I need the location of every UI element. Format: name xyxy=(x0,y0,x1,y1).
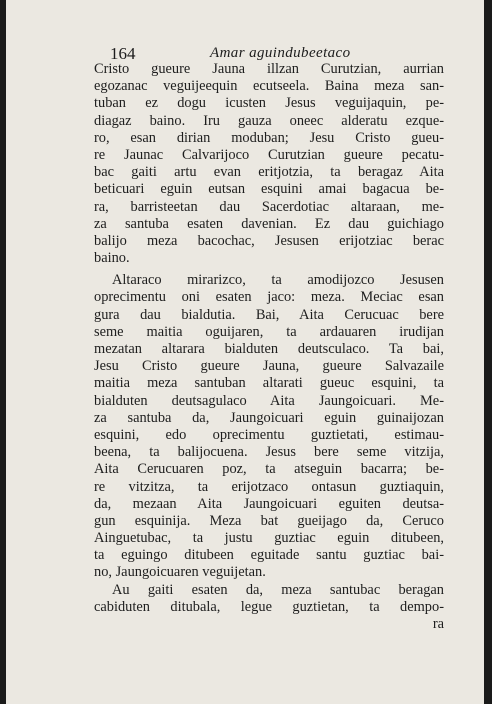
text-line: seme maitia oguijaren, ta ardauaren irudijan xyxy=(94,323,444,340)
text-line: beena, ta balijocuena. Jesus bere seme vitzija, xyxy=(94,444,444,461)
text-line: beticuari eguin eutsan esquini amai bagacua be- xyxy=(94,181,444,198)
text-line: gura dau bialdutia. Bai, Aita Cerucuac bere xyxy=(94,306,444,323)
text-line: Au gaiti esaten da, meza santubac beragan xyxy=(112,581,444,598)
text-line: Ainguetubac, ta justu guztiac eguin ditubeen, xyxy=(94,530,444,547)
text-line: tuban ez dogu icusten Jesus veguijaquin, pe- xyxy=(94,95,444,112)
text-line: ta eguingo ditubeen eguitade santu guztiac bai- xyxy=(94,547,444,564)
text-line: ra, barristeetan dau Sacerdotiac altaraan, me- xyxy=(94,198,444,215)
book-page xyxy=(6,0,484,704)
text-line: gun esquinija. Meza bat gueijago da, Ceruco xyxy=(94,512,444,529)
text-line: za santuba esaten davenian. Ez dau guichiago xyxy=(94,215,444,232)
text-line: oprecimentu oni esaten jaco: meza. Meciac esan xyxy=(94,289,444,306)
text-line: baino. xyxy=(94,250,130,267)
text-line: da, mezaan Aita Jaungoicuari eguiten deutsa- xyxy=(94,495,444,512)
text-line: ro, esan dirian moduban; Jesu Cristo gueu- xyxy=(94,129,444,146)
text-line: Altaraco mirarizco, ta amodijozco Jesusen xyxy=(112,272,444,289)
text-line: esquini, edo oprecimentu guztietati, estimau- xyxy=(94,426,444,443)
text-line: re vitzitza, ta erijotzaco ontasun guztiaquin, xyxy=(94,478,444,495)
text-line: re Jaunac Calvarijoco Curutzian gueure pecatu- xyxy=(94,146,444,163)
running-head: Amar aguindubeetaco xyxy=(210,45,351,61)
text-line: Cristo gueure Jauna illzan Curutzian, aurrian xyxy=(94,61,444,77)
text-line: bialduten deutsagulaco Aita Jaungoicuari. Me- xyxy=(94,392,444,409)
text-line: no, Jaungoicuaren veguijetan. xyxy=(94,564,266,581)
text-line: Aita Cerucuaren poz, ta atseguin bacarra; be- xyxy=(94,461,444,478)
text-line: mezatan altarara bialduten deutsculaco. Ta bai, xyxy=(94,341,444,357)
text-line: cabiduten ditubala, legue guztietan, ta dempo- xyxy=(94,598,444,615)
text-line: diagaz baino. Iru gauza oneec alderatu ezque- xyxy=(94,112,444,129)
text-line: maitia meza santuban altarati gueuc esquini, ta xyxy=(94,375,444,392)
page-number: 164 xyxy=(110,44,136,63)
text-line: ra xyxy=(432,616,444,632)
text-line: balijo meza bacochac, Jesusen erijotziac berac xyxy=(94,232,444,249)
text-line: Jesu Cristo gueure Jauna, gueure Salvazaile xyxy=(94,358,444,375)
text-line: bac gaiti artu evan eritjotzia, ta beragaz Aita xyxy=(94,164,444,181)
text-line: za santuba da, Jaungoicuari eguin guinaijozan xyxy=(94,409,444,426)
body-text xyxy=(94,61,444,633)
text-line: egozanac veguijeequin ecutseela. Baina meza san- xyxy=(94,78,444,95)
